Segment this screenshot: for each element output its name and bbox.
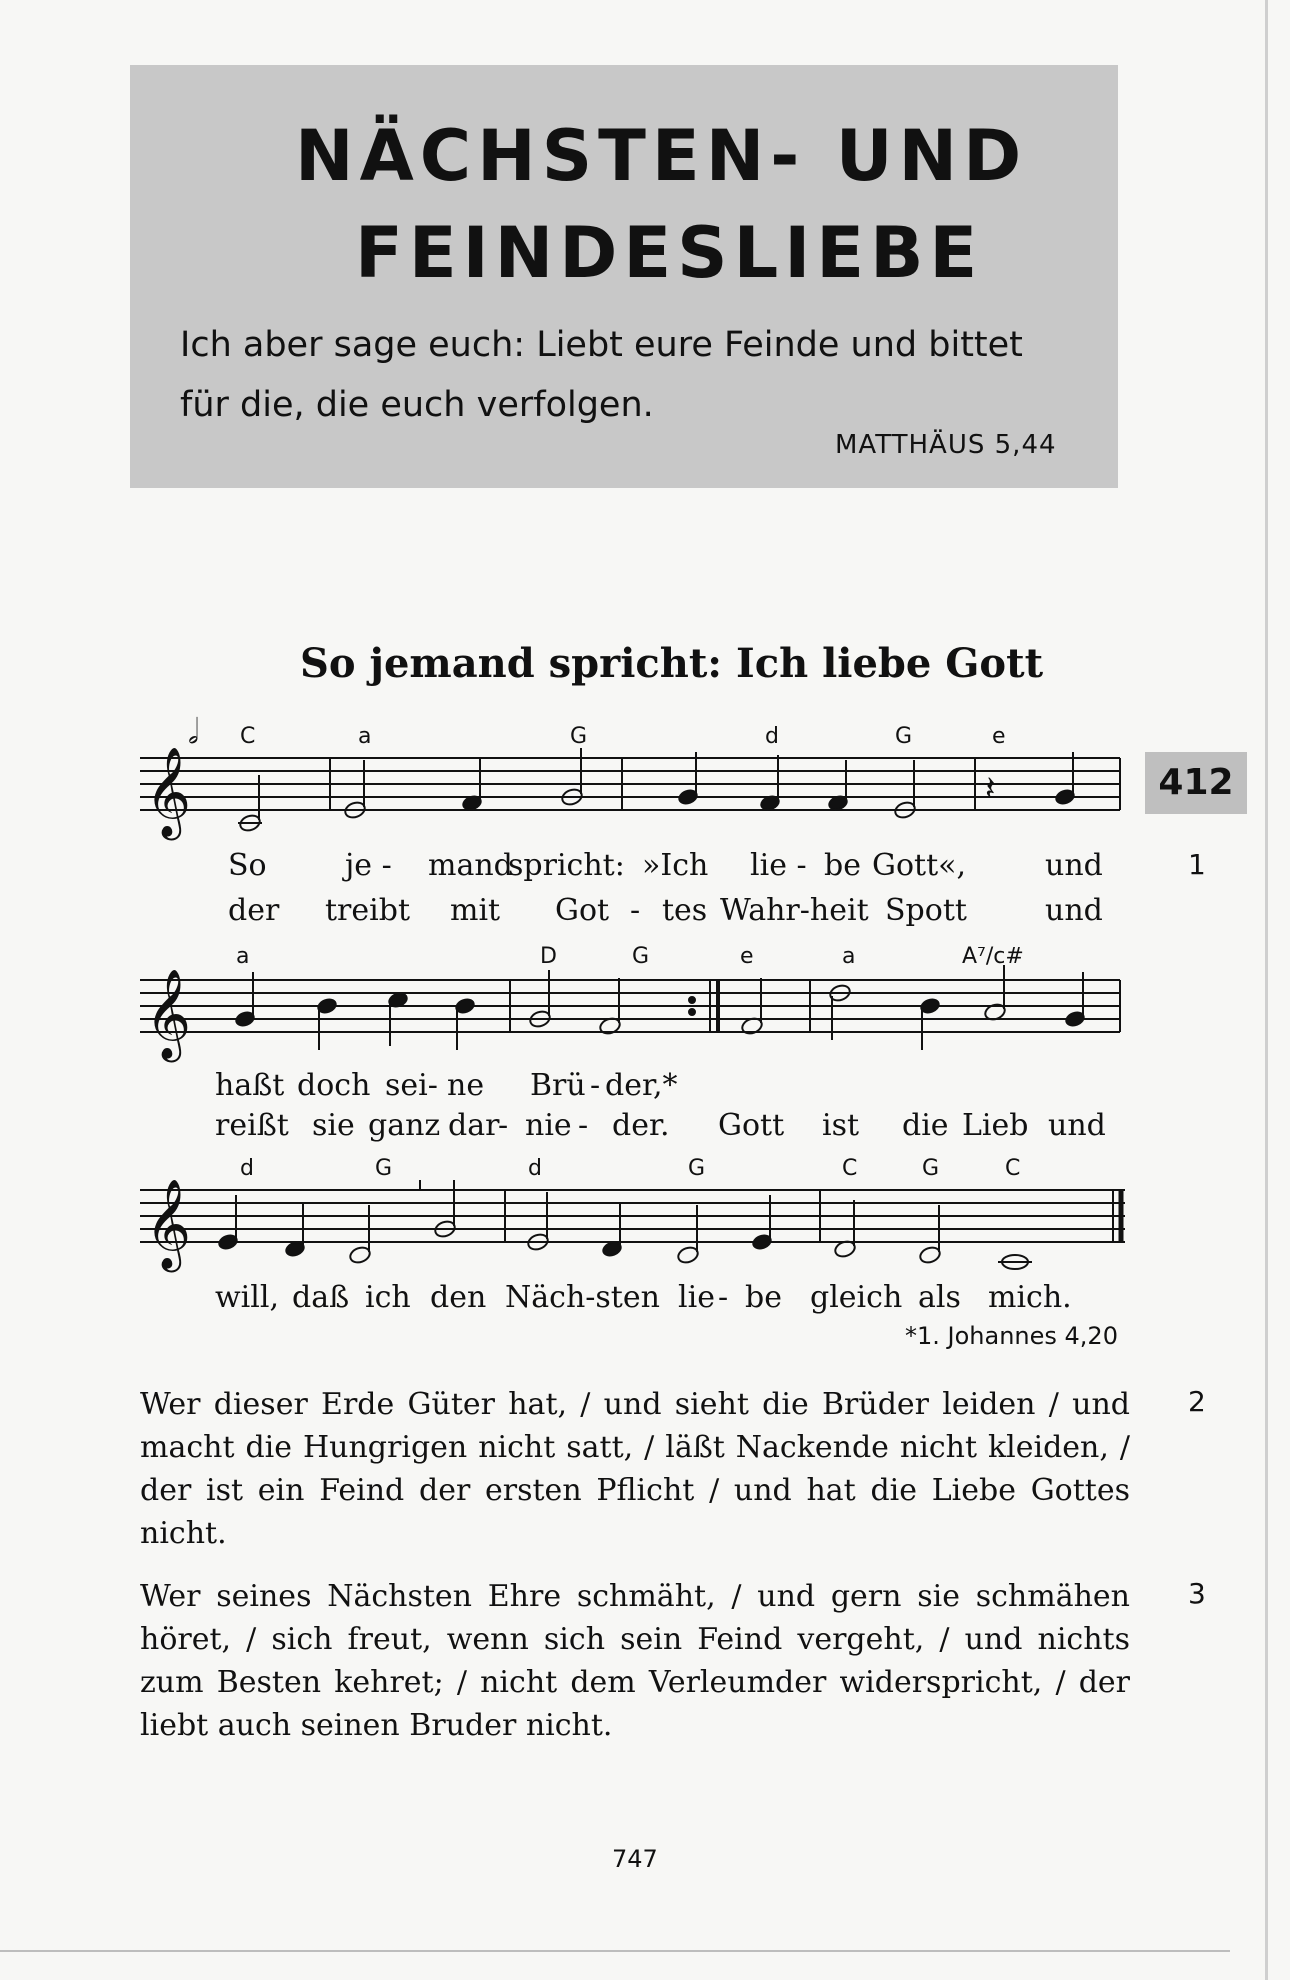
lyric: - (498, 1108, 509, 1143)
lyric: Gott«, (872, 848, 967, 883)
lyric: spricht: (508, 848, 625, 883)
lyric: gleich (810, 1280, 903, 1315)
treble-clef-icon: 𝄞 (145, 1179, 192, 1269)
lyric: Got (555, 893, 610, 928)
song-number: 412 (1145, 752, 1247, 814)
lyric: - (630, 893, 641, 928)
chord: G (922, 1156, 940, 1181)
lyric: und (1045, 893, 1103, 928)
lyric: mich. (988, 1280, 1072, 1315)
lyric: sie (312, 1108, 355, 1143)
verse-3-text: Wer seines Nächsten Ehre schmäht, / und gern sie schmähen höret, / sich freut, wenn sich sein Feind vergeht, / und nichts zum Besten kehret; / nicht dem Verleumder widerspricht, / der liebt auch seinen Bruder nicht. (140, 1579, 1130, 1743)
bottom-rule (0, 1950, 1230, 1952)
lyric: der. (612, 1108, 670, 1143)
lyric: - (578, 1108, 589, 1143)
page-number: 747 (612, 1845, 658, 1873)
lyric: - (718, 1280, 729, 1315)
title-line-2: FEINDESLIEBE (355, 212, 984, 294)
chord: C (842, 1156, 858, 1181)
lyric: ne (447, 1068, 485, 1103)
lyric: »Ich (642, 848, 709, 883)
tempo-mark: 𝅗𝅥 (188, 712, 199, 752)
staff-system-2 (140, 980, 1120, 1032)
chord: C (1005, 1156, 1021, 1181)
lyric: Wahr-heit (720, 893, 869, 928)
lyric: be (745, 1280, 782, 1315)
lyric: ist (822, 1108, 860, 1143)
lyric: mit (450, 893, 501, 928)
treble-clef-icon: 𝄞 (145, 747, 192, 837)
chord: G (632, 944, 650, 969)
lyric: So (228, 848, 267, 883)
chord: a (358, 724, 372, 749)
chord: a (236, 944, 250, 969)
verse-2-text: Wer dieser Erde Güter hat, / und sieht die Brüder leiden / und macht die Hungrigen nicht satt, / läßt Nackende nicht kleiden, / der ist ein Feind der ersten Pflicht / und hat die Liebe Gottes nicht. (140, 1387, 1130, 1551)
lyric: will, (215, 1280, 279, 1315)
title-line-1: NÄCHSTEN- UND (295, 115, 1028, 197)
staff-system-1 (140, 758, 1120, 810)
chord: d (528, 1156, 542, 1181)
lyric: lie (678, 1280, 715, 1315)
chord: G (375, 1156, 393, 1181)
lyric: je - (345, 848, 392, 883)
chord: e (992, 724, 1006, 749)
treble-clef-icon: 𝄞 (145, 969, 192, 1059)
stanza-number-2: 2 (1188, 1385, 1206, 1418)
lyric: als (918, 1280, 961, 1315)
lyric: reißt (215, 1108, 289, 1143)
lyric: Näch-sten (505, 1280, 660, 1315)
lyric: und (1048, 1108, 1106, 1143)
chord: G (570, 724, 588, 749)
lyric: lie - (750, 848, 807, 883)
lyric: die (902, 1108, 949, 1143)
lyric: Gott (718, 1108, 785, 1143)
lyric: Lieb (962, 1108, 1029, 1143)
chord: G (688, 1156, 706, 1181)
bible-quote: Ich aber sage euch: Liebt eure Feinde und bittet für die, die euch verfolgen. (180, 325, 1023, 425)
stanza-number-1: 1 (1188, 848, 1206, 881)
lyric: Brü (530, 1068, 586, 1103)
chord: G (895, 724, 913, 749)
lyric: doch (297, 1068, 371, 1103)
lyric: ich (365, 1280, 411, 1315)
staff-system-3 (140, 1190, 1125, 1242)
lyric: ganz (368, 1108, 441, 1143)
lyric: dar (448, 1108, 500, 1143)
chord: C (240, 724, 256, 749)
lyric: tes (662, 893, 708, 928)
bible-reference: MATTHÄUS 5,44 (835, 430, 1057, 460)
chord: e (740, 944, 754, 969)
chord: a (842, 944, 856, 969)
lyric: der (228, 893, 280, 928)
lyric: haßt (215, 1068, 285, 1103)
chord: d (765, 724, 779, 749)
chord: d (240, 1156, 254, 1181)
lyric: treibt (325, 893, 411, 928)
lyric: Spott (885, 893, 967, 928)
svg-text:𝄽: 𝄽 (985, 769, 996, 809)
lyric: mand (428, 848, 513, 883)
lyric: - (590, 1068, 601, 1103)
footnote: *1. Johannes 4,20 (905, 1322, 1118, 1350)
lyric: der,* (605, 1068, 678, 1103)
lyric: be (824, 848, 861, 883)
chord: A⁷/c# (962, 944, 1024, 969)
lyric: daß (292, 1280, 350, 1315)
lyric: den (430, 1280, 487, 1315)
chord: D (540, 944, 557, 969)
song-title: So jemand spricht: Ich liebe Gott (300, 640, 1044, 687)
lyric: sei- (385, 1068, 438, 1103)
lyric: und (1045, 848, 1103, 883)
stanza-number-3: 3 (1188, 1577, 1206, 1610)
lyric: nie (525, 1108, 572, 1143)
